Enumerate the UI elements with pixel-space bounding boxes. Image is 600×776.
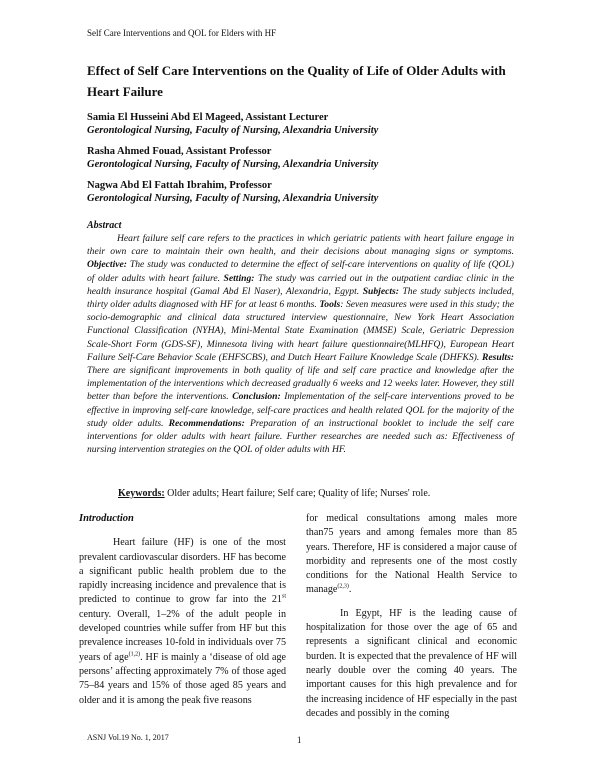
intro-text: . HF is mainly a ‘disease of old age persons’ affecting approximately 7% of those aged 75–84 years and 15% of those aged 85 years and older and it is among the peak five reasons: [79, 651, 286, 706]
results-text: There are significant improvements in both quality of life and self care practice and knowledge after the implementation of the interventions which decreased gradually 6 weeks and 12 weeks later. However, they still better than before the interventions.: [87, 365, 514, 403]
abstract-intro: Heart failure self care refers to the practices in which geriatric patients with heart failure engage in their own care to maintain their own health, and their decisions about managing signs or symptoms.: [87, 233, 514, 258]
keywords: [118, 488, 538, 499]
running-head: Self Care Interventions and QOL for Elders with HF: [87, 28, 277, 38]
intro-text: for medical consultations among males more than75 years and among females more than 85 years. Therefore, HF is considered a major cause of morbidity and represents one of the most costly conditions for the National Health Service to manage: [306, 513, 517, 596]
subjects-text: The study subjects included, thirty older adults diagnosed with HF for at least 6 months.: [87, 285, 515, 311]
intro-paragraph-2: In Egypt, HF is the leading cause of hospitalization for those over the age of 65 and represents a significant clinical and economic burden. It is expected that the prevalence of HF will nearly double over the coming 40 years. The important causes for this high prevalence and for the increasing incidence of HF especially in the past decades and possibly in the coming: [306, 607, 517, 719]
citation: (1,2): [128, 651, 141, 658]
abstract-body: [87, 232, 514, 456]
journal-footer: ASNJ Vol.19 No. 1, 2017: [87, 733, 169, 742]
citation: (2,3): [337, 584, 349, 591]
intro-text: Heart failure (HF) is one of the most prevalent cardiovascular disorders. HF has become a significant public health problem due to the rapidly increasing incidence and prevalence that is predicted to continue to grow far into the 21: [79, 537, 286, 606]
objective-text: The study was conducted to determine the effect of self-care interventions on quality of life (QOL) of older adults with heart failure.: [87, 259, 514, 284]
author-affiliation: Gerontological Nursing, Faculty of Nursing, Alexandria University: [87, 159, 379, 170]
conclusion-text: Implementation of the self-care interventions proved to be effective in improving self-care knowledge, self-care practices and health related QOL for the majority of the study older adults.: [87, 391, 515, 429]
author-affiliation: Gerontological Nursing, Faculty of Nursing, Alexandria University: [87, 193, 379, 204]
author-affiliation: Gerontological Nursing, Faculty of Nursing, Alexandria University: [87, 125, 379, 136]
subjects-label: Subjects:: [362, 285, 399, 297]
author-block: [87, 145, 537, 171]
author-block: [87, 111, 537, 137]
intro-paragraph-1: [79, 536, 286, 708]
column-left: [79, 512, 286, 708]
keywords-label: Keywords:: [118, 488, 165, 499]
abstract-heading: Abstract: [87, 220, 122, 231]
author-name: Nagwa Abd El Fattah Ibrahim, Professor: [87, 180, 272, 191]
introduction-heading: Introduction: [79, 513, 134, 524]
recommendations-label: Recommendations:: [168, 417, 245, 429]
tools-label: Tools: [319, 299, 341, 311]
setting-label: Setting:: [223, 272, 255, 284]
keywords-text: Older adults; Heart failure; Self care; Quality of life; Nurses' role.: [167, 488, 431, 499]
conclusion-label: Conclusion:: [232, 391, 281, 403]
setting-text: The study was carried out in the outpatient cardiac clinic in the health insurance hospital (Gamal Abd El Naser), Alexandria, Egypt.: [87, 272, 514, 297]
abstract: [87, 220, 514, 456]
objective-label: Objective:: [87, 259, 127, 271]
superscript: st: [281, 594, 286, 601]
tools-text: : Seven measures were used in this study; the socio-demographic and clinical data structured interview questionnaire, New York Heart Association Functional Classification (NYHA), Mini-Mental State Examination (MMSE) Scale, Geriatric Depression Scale-Short Form (GDS-SF), Minnesota living with heart failure questionnaire(MLHFQ), European Heart Failure Self-Care Behavior Scale (EHFSCBS), and Dutch Heart Failure Knowledge Scale (DHFKS).: [87, 299, 515, 363]
author-block: [87, 179, 537, 205]
paper-title: Effect of Self Care Interventions on the Quality of Life of Older Adults with Heart Failure: [87, 63, 506, 99]
column-right: [306, 512, 517, 721]
recommendations-text: Preparation of an instructional booklet to include the self care interventions for older adults with heart failure. Further researches are needed such as: Effectiveness of nursing intervention strategies on the QOL of older adults with HF.: [87, 417, 514, 456]
author-name: Samia El Husseini Abd El Mageed, Assistant Lecturer: [87, 112, 329, 123]
intro-text: century. Overall, 1–2% of the adult people in developed countries while suffer from HF but this prevalence increases 10-fold in individuals over 75 years of age: [79, 608, 286, 663]
intro-text: .: [348, 584, 352, 596]
author-name: Rasha Ahmed Fouad, Assistant Professor: [87, 146, 272, 157]
intro-paragraph-1-cont: [306, 512, 517, 598]
results-label: Results:: [482, 351, 515, 363]
page-number: 1: [297, 735, 302, 745]
